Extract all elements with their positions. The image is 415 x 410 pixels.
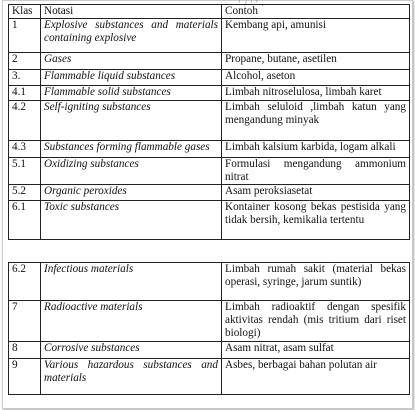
klas-cell: 1 <box>9 19 41 53</box>
notasi-cell: Various hazardous substances and materials <box>41 359 222 395</box>
image-frame <box>2 0 413 409</box>
notasi-cell: Radioactive materials <box>41 301 222 342</box>
klas-cell: 5.2 <box>9 185 41 201</box>
klas-cell: 7 <box>9 301 41 342</box>
table-row <box>9 101 410 141</box>
table-row <box>9 301 410 342</box>
table-row <box>9 263 410 301</box>
notasi-cell: Self-igniting substances <box>41 101 222 141</box>
notasi-cell: Toxic substances <box>41 201 222 240</box>
header-klas: Klas <box>9 5 41 19</box>
klas-cell: 6.2 <box>9 263 41 301</box>
notasi-cell: Substances forming flammable gases <box>41 141 222 158</box>
table-header-row <box>9 5 410 19</box>
contoh-cell: Limbah rumah sakit (material bekas operasi, syringe, jarum suntik) <box>222 263 410 301</box>
header-contoh: Contoh <box>222 5 410 19</box>
contoh-cell: Limbah nitroselulosa, limbah karet <box>222 86 410 101</box>
klas-cell: 6.1 <box>9 201 41 240</box>
table-row <box>9 158 410 185</box>
contoh-cell: Limbah seluloid ,limbah katun yang mengandung minyak <box>222 101 410 141</box>
table-row <box>9 201 410 240</box>
klas-cell: 2 <box>9 53 41 70</box>
contoh-cell: Limbah radioaktif dengan spesifik aktivitas rendah (mis tritium dari riset biologi) <box>222 301 410 342</box>
notasi-cell: Oxidizing substances <box>41 158 222 185</box>
table-row <box>9 70 410 86</box>
table-row <box>9 342 410 359</box>
contoh-cell: Kontainer kosong bekas pestisida yang tidak bersih, kemikalia tertentu <box>222 201 410 240</box>
contoh-cell: Asbes, berbagai bahan polutan air <box>222 359 410 395</box>
hazard-class-table-top <box>8 4 410 240</box>
table-row <box>9 185 410 201</box>
contoh-cell: Limbah kalsium karbida, logam alkali <box>222 141 410 158</box>
table-row <box>9 19 410 53</box>
header-notasi: Notasi <box>41 5 222 19</box>
page-mark: ' / ' ' . <box>239 0 265 8</box>
klas-cell: 4.2 <box>9 101 41 141</box>
notasi-cell: Explosive substances and materials containing explosive <box>41 19 222 53</box>
hazard-class-table-bottom <box>8 262 410 395</box>
contoh-cell: Propane, butane, asetilen <box>222 53 410 70</box>
contoh-cell: Asam nitrat, asam sulfat <box>222 342 410 359</box>
table-row <box>9 359 410 395</box>
table-row <box>9 53 410 70</box>
notasi-cell: Flammable liquid substances <box>41 70 222 86</box>
table-row <box>9 86 410 101</box>
klas-cell: 3. <box>9 70 41 86</box>
contoh-cell: Kembang api, amunisi <box>222 19 410 53</box>
klas-cell: 9 <box>9 359 41 395</box>
notasi-cell: Infectious materials <box>41 263 222 301</box>
klas-cell: 8 <box>9 342 41 359</box>
table-row <box>9 141 410 158</box>
klas-cell: 5.1 <box>9 158 41 185</box>
contoh-cell: Alcohol, aseton <box>222 70 410 86</box>
notasi-cell: Organic peroxides <box>41 185 222 201</box>
notasi-cell: Flammable solid substances <box>41 86 222 101</box>
klas-cell: 4.1 <box>9 86 41 101</box>
notasi-cell: Corrosive substances <box>41 342 222 359</box>
notasi-cell: Gases <box>41 53 222 70</box>
klas-cell: 4.3 <box>9 141 41 158</box>
contoh-cell: Formulasi mengandung ammonium nitrat <box>222 158 410 185</box>
contoh-cell: Asam peroksiasetat <box>222 185 410 201</box>
